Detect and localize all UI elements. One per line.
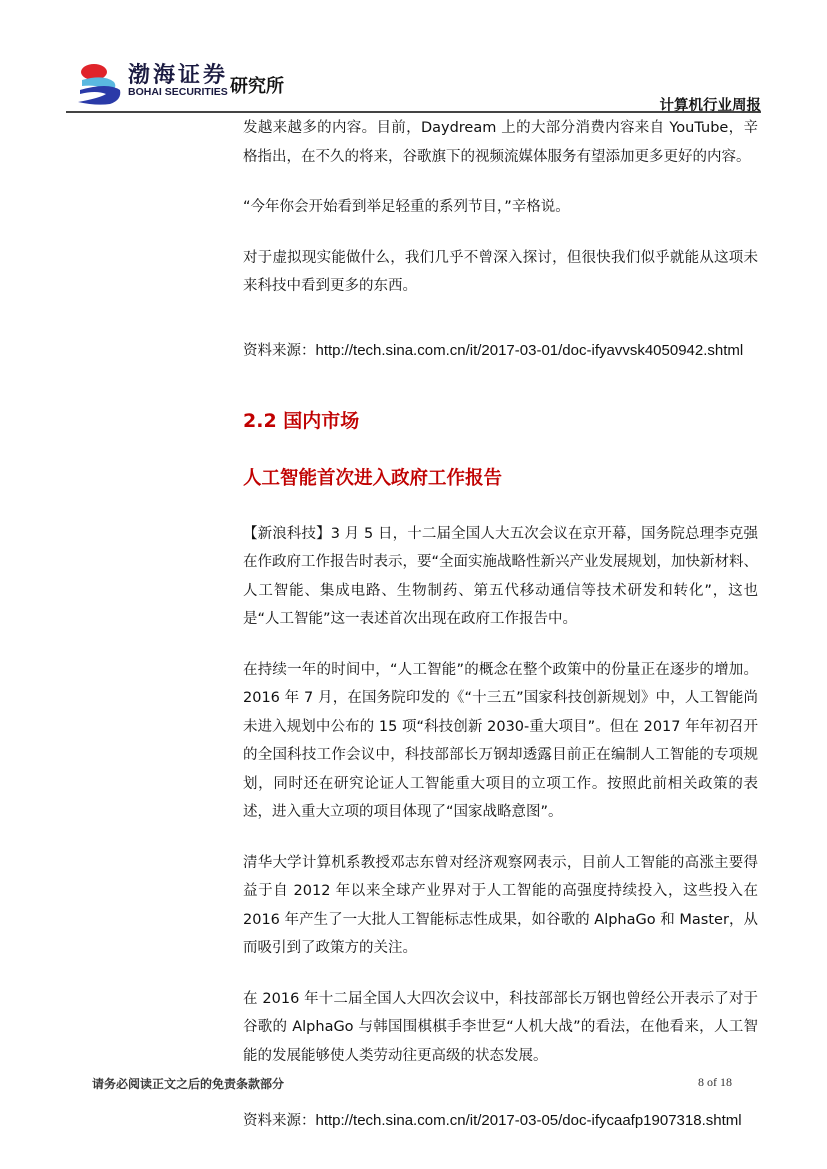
report-title: 计算机行业周报 — [659, 98, 761, 114]
header-divider — [66, 111, 761, 113]
source-citation — [243, 1107, 758, 1135]
spacer — [243, 222, 758, 244]
paragraph: 在 2016 年十二届全国人大四次会议中，科技部部长万钢也曾经公开表示了对于谷歌的 AlphaGo 与韩国围棋棋手李世乭“人机大战”的看法，在他看来，人工智能的发展能够使人类劳动往更高级的状态发展。 — [243, 990, 758, 1064]
paragraph: 对于虚拟现实能做什么，我们几乎不曾深入探讨，但很快我们似乎就能从这项未来科技中看到更多的东西。 — [243, 249, 758, 294]
spacer — [243, 634, 758, 656]
brand-name-en: BOHAI SECURITIES — [128, 86, 228, 98]
bohai-logo-icon — [74, 60, 126, 106]
institute-label: 研究所 — [230, 76, 284, 97]
source-label: 资料来源： — [243, 1112, 316, 1129]
page-number: 8 of 18 — [698, 1075, 732, 1089]
article-title: 人工智能首次进入政府工作报告 — [243, 467, 503, 489]
disclaimer-note: 请务必阅读正文之后的免责条款部分 — [92, 1077, 285, 1091]
spacer — [243, 171, 758, 193]
paragraph: 【新浪科技】3 月 5 日，十二届全国人大五次会议在京开幕，国务院总理李克强在作政府工作报告时表示，要“全面实施战略性新兴产业发展规划，加快新材料、人工智能、集成电路、生物制药、第五代移动通信等技术研发和转化”，这也是“人工智能”这一表述首次出现在政府工作报告中。 — [243, 525, 759, 627]
paragraph: 发越来越多的内容。目前，Daydream 上的大部分消费内容来自 YouTube，辛格指出，在不久的将来，谷歌旗下的视频流媒体服务有望添加更多更好的内容。 — [243, 120, 758, 165]
spacer — [243, 827, 758, 849]
source-link[interactable]: http://tech.sina.com.cn/it/2017-03-05/doc-ifycaafp1907318.shtml — [315, 1111, 742, 1129]
page-content — [243, 114, 758, 1149]
source-link[interactable]: http://tech.sina.com.cn/it/2017-03-01/doc-ifyavvsk4050942.shtml — [315, 342, 744, 359]
section-heading: 2.2 国内市场 — [243, 409, 360, 432]
paragraph: 清华大学计算机系教授邓志东曾对经济观察网表示，目前人工智能的高涨主要得益于自 2012 年以来全球产业界对于人工智能的高强度持续投入，这些投入在 2016 年产生了一大批人工智能标志性成果，如谷歌的 AlphaGo 和 Master，从而吸引到了政策方的关注。 — [243, 854, 758, 956]
source-citation — [243, 337, 758, 365]
paragraph-quote: “今年你会开始看到举足轻重的系列节目，”辛格说。 — [243, 199, 570, 215]
spacer — [243, 436, 758, 464]
brand-name-cn: 渤海证券 — [128, 62, 229, 88]
spacer — [243, 1070, 758, 1092]
paragraph: 在持续一年的时间中，“人工智能”的概念在整个政策中的份量正在逐步的增加。2016 年 7 月，在国务院印发的《“十三五”国家科技创新规划》中，人工智能尚未进入规划中公布的 15 项“科技创新 2030-重大项目”。但在 2017 年年初召开的全国科技工作会议中，科技部部长万钢却透露目前正在编制人工智能的专项规划，同时还在研究论证人工智能重大项目的立项工作。按照此前相关政策的表述，进入重大立项的项目体现了“国家战略意图”。 — [243, 661, 758, 820]
source-label: 资料来源： — [243, 343, 316, 359]
spacer — [243, 380, 758, 406]
spacer — [243, 494, 758, 520]
spacer — [243, 963, 758, 985]
spacer — [243, 301, 758, 323]
